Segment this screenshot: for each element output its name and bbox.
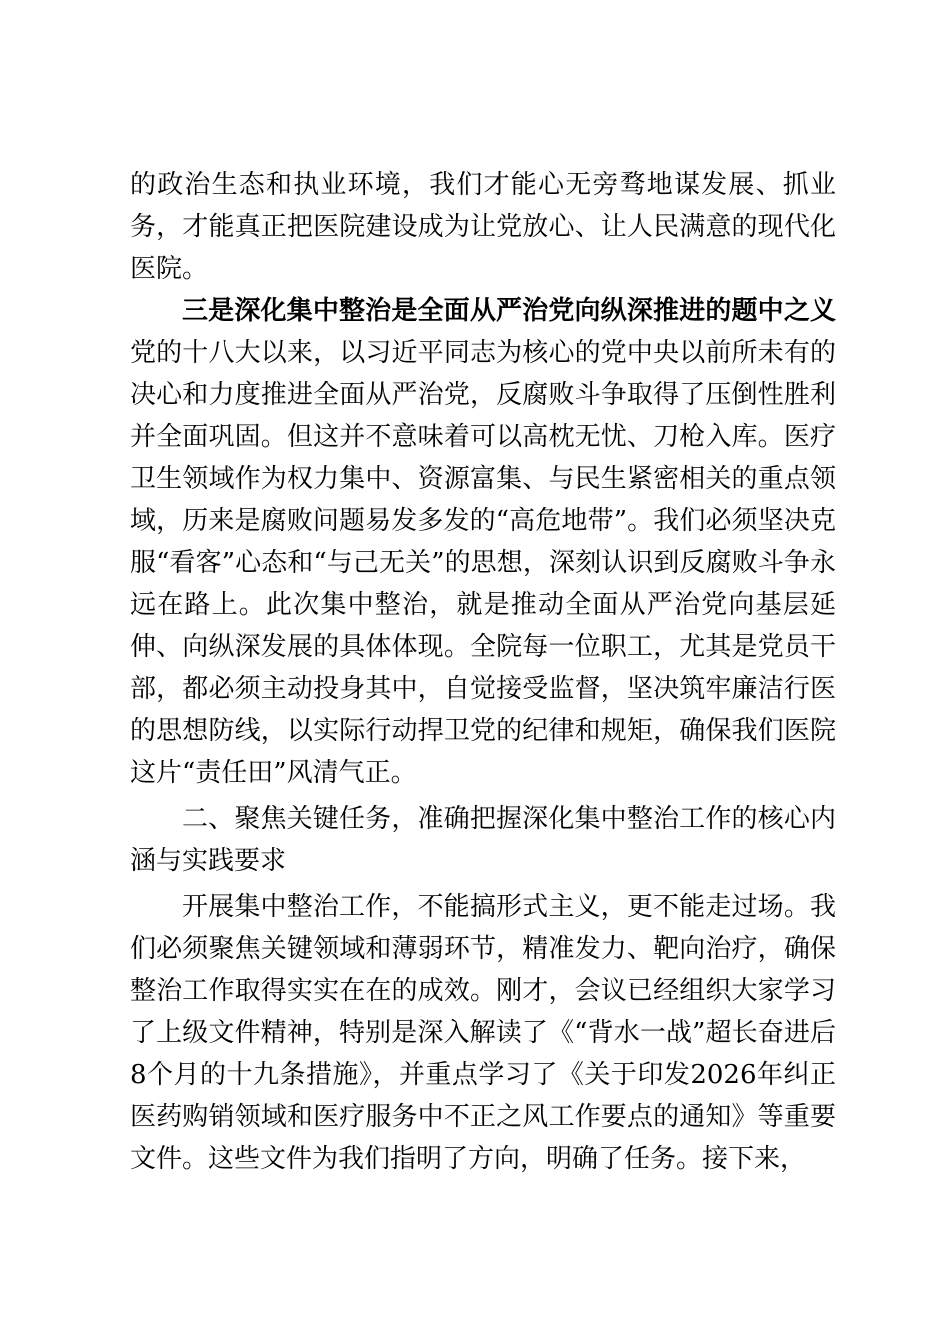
paragraph-4-text: 开展集中整治工作，不能搞形式主义，更不能走过场。我们必须聚焦关键领域和薄弱环节，精准发力、靶向治疗，确保整治工作取得实实在在的成效。刚才，会议已经组织大家学习了上级文件精神，特别是深入解读了《“背水一战”超长奋进后8个月的十九条措施》，并重点学习了《关于印发2026年纠正医药购销领域和医疗服务中不正之风工作要点的通知》等重要文件。这些文件为我们指明了方向，明确了任务。接下来， xyxy=(130,892,836,1174)
paragraph-1 xyxy=(130,164,836,290)
paragraph-1-text: 的政治生态和执业环境，我们才能心无旁骛地谋发展、抓业务，才能真正把医院建设成为让党放心、让人民满意的现代化医院。 xyxy=(130,170,836,284)
document-page xyxy=(130,164,836,1180)
section-heading-2 xyxy=(130,798,836,882)
paragraph-2 xyxy=(130,290,836,794)
paragraph-2-lead-heading: 三是深化集中整治是全面从严治党向纵深推进的题中之义 xyxy=(182,296,836,326)
paragraph-4 xyxy=(130,886,836,1180)
paragraph-2-text: 党的十八大以来，以习近平同志为核心的党中央以前所未有的决心和力度推进全面从严治党，反腐败斗争取得了压倒性胜利并全面巩固。但这并不意味着可以高枕无忧、刀枪入库。医疗卫生领域作为权力集中、资源富集、与民生紧密相关的重点领域，历来是腐败问题易发多发的“高危地带”。我们必须坚决克服“看客”心态和“与己无关”的思想，深刻认识到反腐败斗争永远在路上。此次集中整治，就是推动全面从严治党向基层延伸、向纵深发展的具体体现。全院每一位职工，尤其是党员干部，都必须主动投身其中，自觉接受监督，坚决筑牢廉洁行医的思想防线，以实际行动捍卫党的纪律和规矩，确保我们医院这片“责任田”风清气正。 xyxy=(130,338,836,788)
section-heading-2-text: 二、聚焦关键任务，准确把握深化集中整治工作的核心内涵与实践要求 xyxy=(130,804,836,876)
